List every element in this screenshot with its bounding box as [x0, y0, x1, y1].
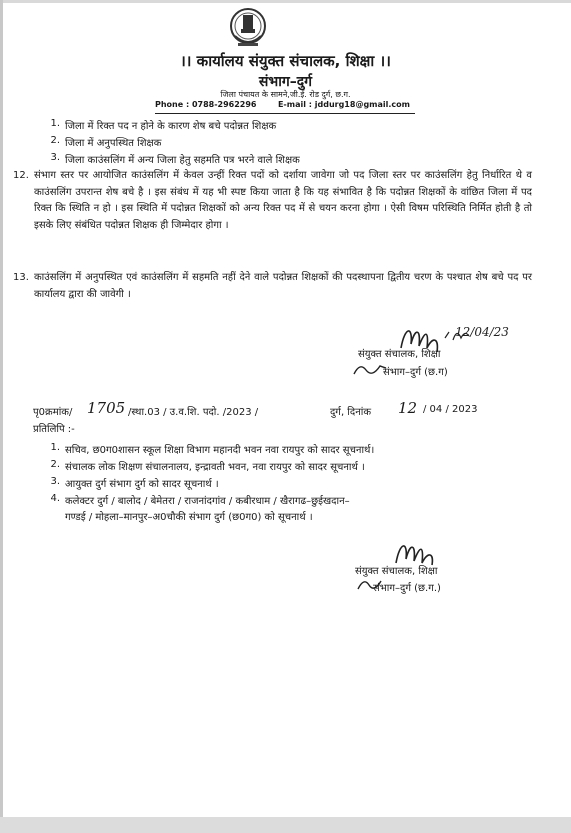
- date-day: 12: [398, 399, 418, 417]
- reference-number: 1705: [87, 399, 126, 417]
- place-date-label: दुर्ग, दिनांक: [330, 407, 372, 418]
- copy-list: 1. सचिव, छ0ग0शासन स्कूल शिक्षा विभाग महानदी भवन नवा रायपुर को सादर सूचनार्थ। 2. संचालक लोक शिक्षण संचालनालय, इन्द्रावती भवन, नवा रायपुर को सादर सूचनार्थ । 3. आयुक्त दुर्ग संभाग दुर्ग को सादर सूचनार्थ । 4. कलेक्टर दुर्ग / बालोद / बेमेतरा / राजनांदगांव / कबीरधाम / खैरागढ–छुईखदान– गण्डई / मोहला–मानपुर–अ0चौकी संभाग दुर्ग (छ0ग0) को सूचनार्थ ।: [50, 442, 375, 523]
- office-title: ।। कार्यालय संयुक्त संचालक, शिक्षा ।।: [180, 52, 391, 70]
- signatory-designation: संयुक्त संचालक, शिक्षा: [358, 349, 441, 360]
- division-title: संभाग–दुर्ग: [258, 74, 313, 90]
- office-address: जिला पंचायत के सामने,जी.ई. रोड दुर्ग, छ.ग.: [220, 90, 351, 99]
- signatory-designation: संयुक्त संचालक, शिक्षा: [355, 566, 438, 577]
- copy-to-label: प्रतिलिपि :-: [33, 424, 75, 435]
- header-rule: [155, 113, 415, 114]
- state-emblem-icon: [229, 6, 267, 50]
- signatory-division: संभाग–दुर्ग (छ.ग): [383, 367, 448, 378]
- paragraph-13: 13. काउंसलिंग में अनुपस्थित एवं काउंसलिंग में सहमति नहीं देने वाले पदोन्नत शिक्षकों की पदस्थापना द्वितीय चरण के पश्चात शेष बचे पद पर कार्यालय द्वारा की जावेगी ।: [13, 272, 532, 300]
- scan-edge-left: [0, 0, 3, 833]
- scan-edge-top: [0, 0, 571, 3]
- phone-number: Phone : 0788-2962296: [155, 100, 257, 109]
- svg-text:12/04/23: 12/04/23: [455, 325, 509, 339]
- date-rest: / 04 / 2023: [423, 404, 478, 415]
- email-address: E-mail : jddurg18@gmail.com: [277, 100, 410, 109]
- reference-prefix: पृ0क्रमांक/: [33, 407, 73, 418]
- signatory-division: संभाग–दुर्ग (छ.ग.): [373, 583, 441, 594]
- category-list: 1. जिला में रिक्त पद न होने के कारण शेष बचे पदोन्नत शिक्षक 2. जिला में अनुपस्थित शिक्षक 3. जिला काउंसलिंग में अन्य जिला हेतु सहमति पत्र भरने वाले शिक्षक: [50, 118, 300, 166]
- scan-edge-bottom: [0, 817, 571, 833]
- contact-line: [155, 100, 410, 109]
- paragraph-12: 12. संभाग स्तर पर आयोजित काउंसलिंग में केवल उन्हीं रिक्त पदों को दर्शाया जावेगा जो पद जिला स्तर पर काउंसलिंग हेतु निर्धारित थे व काउंसलिंग उपरान्त शेष बचे है । इस संबंध में यह भी स्पष्ट किया जाता है कि यह संभावित है कि पदोन्नत शिक्षकों के वांछित जिला में पद रिक्त कि स्थिति न हो । इस स्थिति में पदोन्नत शिक्षकों को अन्य रिक्त पद में से चयन करना होगा । ऐसी विषम परिस्थिति निर्मित होती है तो इसके लिए संबंधित पदोन्नत शिक्षक ही जिम्मेदार होगा ।: [13, 170, 532, 231]
- reference-rest: /स्था.03 / उ.व.शि. पदो. /2023 /: [128, 407, 259, 418]
